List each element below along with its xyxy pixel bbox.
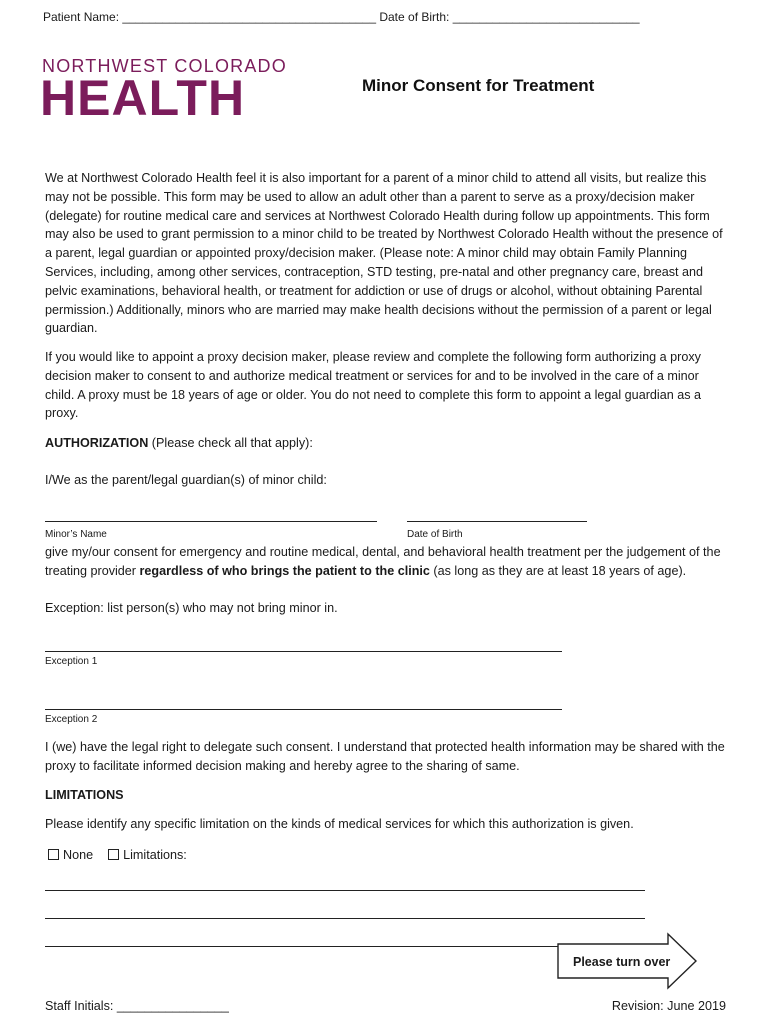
authorization-note: (Please check all that apply):	[148, 436, 313, 450]
limitation-line-2[interactable]	[45, 918, 645, 919]
logo-line2: HEALTH	[40, 70, 246, 126]
exception1-label: Exception 1	[45, 656, 98, 667]
limitation-line-3[interactable]	[45, 946, 560, 947]
patient-name-label: Patient Name:	[43, 10, 120, 24]
limitations-label: Limitations:	[123, 848, 187, 862]
minor-dob-label: Date of Birth	[407, 529, 463, 540]
none-label: None	[63, 848, 94, 862]
exception-intro: Exception: list person(s) who may not bring minor in.	[45, 601, 338, 615]
intro-paragraph: We at Northwest Colorado Health feel it is also important for a parent of a minor child to attend all visits, but realize this may not be possible. This form may be used to allow an adult other than a parent to serve as a proxy/decision maker (delegate) for routine medical care and services at Northwest Colorado Health during follow up appointments. This form may also be used to grant permission to a minor child to be treated by Northwest Colorado Health without the presence of a parent, legal guardian or appointed proxy/decision maker. (Please note: A minor child may obtain Family Planning Services, including, among other services, contraception, STD testing, pre-natal and other pregnancy care, breast and pelvic examinations, behavioral health, or treatment for addiction or use of drugs or alcohol, without obtaining Parental permission.) Additionally, minors who are married may make health decisions without the permission of a parent or legal guardian.	[45, 171, 723, 336]
consent-text-bold: regardless of who brings the patient to the clinic	[139, 563, 430, 578]
limitation-line-1[interactable]	[45, 890, 645, 891]
limitations-options	[48, 846, 187, 865]
staff-initials-label: Staff Initials:	[45, 999, 114, 1013]
proxy-paragraph: If you would like to appoint a proxy decision maker, please review and complete the following form authorizing a proxy decision maker to consent to and authorize medical treatment or services for and to be involved in the care of a minor child. A proxy must be 18 years of age or older. You do not need to complete this form to appoint a legal guardian as a proxy.	[45, 350, 701, 421]
none-checkbox[interactable]	[48, 849, 59, 860]
minor-dob-field[interactable]	[407, 521, 587, 522]
staff-initials-field[interactable]: ________________	[116, 999, 229, 1013]
patient-name-field[interactable]: ______________________________________	[122, 10, 376, 24]
dob-header-field[interactable]: ____________________________	[452, 10, 640, 24]
limitations-checkbox[interactable]	[108, 849, 119, 860]
exception2-label: Exception 2	[45, 714, 98, 725]
revision-date: Revision: June 2019	[611, 999, 726, 1013]
parent-line: I/We as the parent/legal guardian(s) of minor child:	[45, 473, 327, 487]
exception1-field[interactable]	[45, 651, 562, 652]
limitations-heading: LIMITATIONS	[45, 788, 124, 802]
exception2-field[interactable]	[45, 709, 562, 710]
turn-over-label: Please turn over	[573, 955, 671, 969]
delegate-paragraph: I (we) have the legal right to delegate such consent. I understand that protected health information may be shared with the proxy to facilitate informed decision making and hereby agree to the sharing of same.	[45, 740, 725, 773]
minor-name-field[interactable]	[45, 521, 377, 522]
logo-line1: NORTHWEST COLORADO	[42, 56, 287, 76]
limitations-intro: Please identify any specific limitation on the kinds of medical services for which this authorization is given.	[45, 817, 634, 831]
page-title: Minor Consent for Treatment	[362, 76, 595, 95]
patient-header	[43, 10, 640, 24]
consent-text-1: give my/our consent for emergency and routine medical, dental, and behavioral health treatment per the judgement of the treating provider	[45, 545, 721, 578]
staff-initials	[45, 997, 229, 1016]
minor-name-label: Minor’s Name	[45, 529, 107, 540]
dob-header-label: Date of Birth:	[379, 10, 450, 24]
authorization-heading: AUTHORIZATION	[45, 436, 149, 450]
authorization-heading-row	[45, 434, 313, 453]
consent-paragraph	[45, 543, 730, 581]
consent-text-2: (as long as they are at least 18 years of age).	[429, 563, 687, 578]
